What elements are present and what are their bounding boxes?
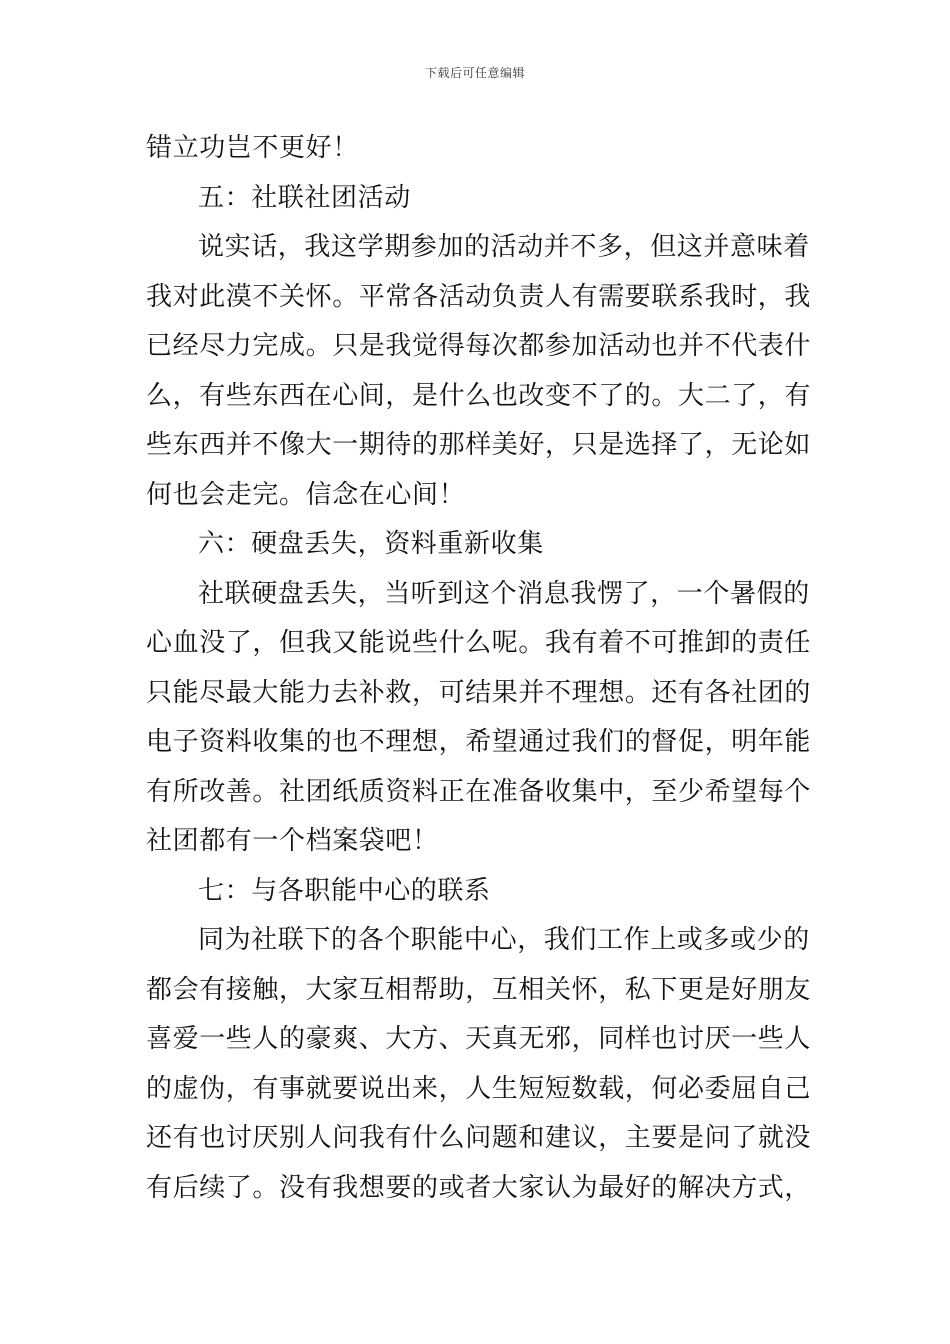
- text-line: 六：硬盘丢失，资料重新收集: [198, 529, 544, 559]
- text-line: 同为社联下的各个职能中心，我们工作上或多或少的: [198, 925, 810, 955]
- text-line: 说实话，我这学期参加的活动并不多，但这并意味着: [198, 232, 810, 262]
- text-line: 错立功岂不更好！: [146, 133, 359, 163]
- text-line: 五：社联社团活动: [198, 182, 411, 213]
- text-line: 电子资料收集的也不理想，希望通过我们的督促，明年能: [146, 727, 812, 757]
- text-line: 已经尽力完成。只是我觉得每次都参加活动也并不代表什: [146, 331, 812, 361]
- text-line: 的虚伪，有事就要说出来，人生短短数载，何必委屈自己: [146, 1073, 812, 1104]
- text-line: 我对此漠不关怀。平常各活动负责人有需要联系我时，我: [146, 281, 812, 312]
- document-body: [146, 124, 812, 1213]
- page-header: 下载后可任意编辑: [424, 66, 525, 80]
- text-line: 些东西并不像大一期待的那样美好，只是选择了，无论如: [146, 430, 812, 460]
- text-line: 么，有些东西在心间，是什么也改变不了的。大二了，有: [146, 380, 812, 411]
- text-line: 喜爱一些人的豪爽、大方、天真无邪，同样也讨厌一些人: [146, 1024, 812, 1054]
- text-line: 七：与各职能中心的联系: [198, 875, 491, 906]
- text-line: 有后续了。没有我想要的或者大家认为最好的解决方式，: [146, 1172, 812, 1203]
- text-line: 心血没了，但我又能说些什么呢。我有着不可推卸的责任: [146, 628, 812, 658]
- text-line: 有所改善。社团纸质资料正在准备收集中，至少希望每个: [146, 776, 812, 807]
- text-line: 社联硬盘丢失，当听到这个消息我愣了，一个暑假的: [198, 578, 810, 609]
- text-line: 都会有接触，大家互相帮助，互相关怀，私下更是好朋友: [146, 974, 812, 1005]
- text-line: 社团都有一个档案袋吧！: [146, 826, 439, 856]
- text-line: 何也会走完。信念在心间！: [146, 479, 466, 510]
- text-line: 还有也讨厌别人问我有什么问题和建议，主要是问了就没: [146, 1123, 812, 1153]
- text-line: 只能尽最大能力去补救，可结果并不理想。还有各社团的: [146, 677, 812, 708]
